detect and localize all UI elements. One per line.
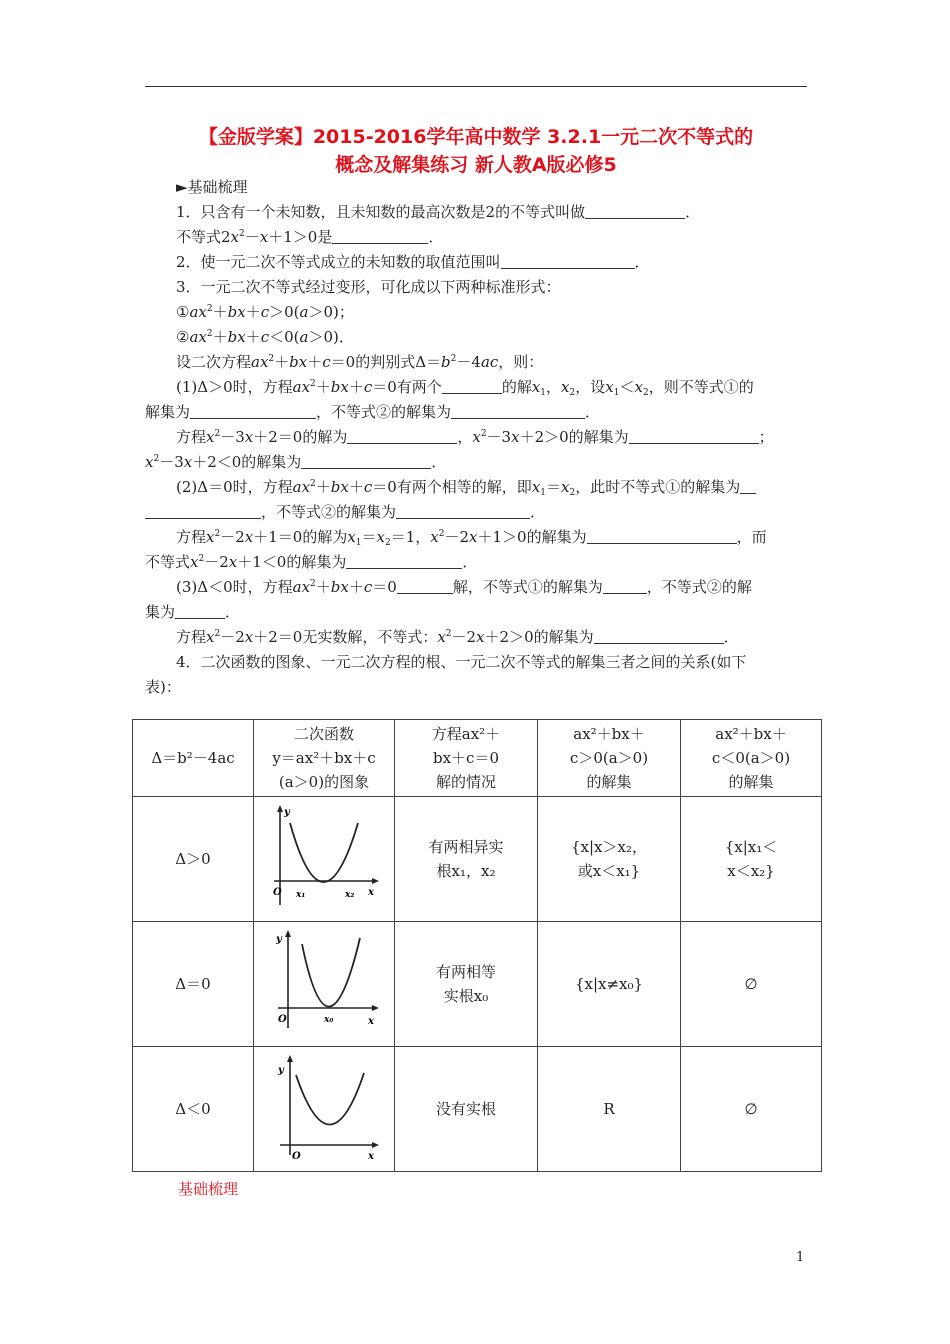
gt-positive-line1: {x|x＞x₂，	[571, 838, 647, 856]
table-row	[133, 922, 822, 1047]
header-gt-line2: c＞0(a＞0)	[569, 749, 649, 767]
header-graph-line3: (a＞0)的图象	[278, 773, 370, 791]
origin-label: O	[273, 887, 282, 898]
table-row	[133, 1047, 822, 1172]
doc-title-line1: 【金版学案】2015-2016学年高中数学 3.2.1一元二次不等式的	[198, 126, 754, 148]
item-2: 2．使一元二次不等式成立的未知数的取值范围叫 ．	[176, 253, 650, 271]
form-1: $①ax^2+bx+c>0(a>0)$；	[176, 303, 354, 321]
item-4: 4．二次函数的图象、一元二次方程的根、一元二次不等式的解集三者之间的关系(如下	[176, 653, 747, 671]
table-row	[133, 797, 822, 922]
case-2: (2)Δ＝0时，方程$ax^2+bx+c=0$有两个相等的解，即$x_1=x_2$，此时不等式①的解集为	[176, 476, 838, 498]
graph-cell-negative	[254, 1047, 395, 1172]
case-1b: 解集为 ，不等式②的解集为 ．	[145, 403, 601, 421]
lt-positive	[681, 797, 822, 922]
gt-zero	[538, 922, 681, 1047]
item-3: 3．一元二次不等式经过变形，可化成以下两种标准形式：	[176, 278, 561, 296]
answer-heading: 基础梳理	[178, 1180, 239, 1198]
case-1-example: 方程$x^2-3x+2=0$的解为 ，$x^2-3x+2>0$的解集为 ；	[176, 428, 774, 446]
gt-positive-line2: 或x＜x₁}	[577, 862, 641, 880]
header-gt-line3: 的解集	[586, 773, 632, 791]
header-graph	[254, 720, 395, 797]
case-1: (1)Δ＞0时，方程$ax^2+bx+c=0$有两个 的解$x_1$，$x_2$，设$x_1<x_2$，则不等式①的	[176, 378, 754, 398]
form-2: $②ax^2+bx+c<0(a>0)$．	[176, 328, 354, 346]
root-x1-label: x₁	[296, 890, 306, 900]
y-axis-label: y	[278, 1065, 284, 1076]
header-lt-line3: 的解集	[728, 773, 774, 791]
case-3: (3)Δ＜0时，方程$ax^2+bx+c=0$ 解，不等式①的解集为 ，不等式②的解	[176, 578, 752, 596]
doc-title-line2: 概念及解集练习 新人教A版必修5	[335, 154, 617, 176]
case-3-example: 方程$x^2-2x+2=0$无实数解，不等式：$x^2-2x+2>0$的解集为 ．	[176, 628, 739, 646]
y-axis-label: y	[276, 934, 282, 945]
header-roots-line3: 解的情况	[435, 773, 496, 791]
lt-zero-line1: ∅	[744, 975, 758, 993]
delta-negative: Δ＜0	[133, 1047, 254, 1172]
table-header-row	[133, 720, 822, 797]
origin-label: O	[278, 1014, 287, 1025]
header-lt-line2: c＜0(a＞0)	[711, 749, 791, 767]
roots-zero-line2: 实根x₀	[443, 987, 489, 1005]
root-x0-label: x₀	[324, 1015, 334, 1025]
header-roots-line1: 方程ax²＋	[431, 725, 501, 743]
parabola-two-roots-graph	[268, 803, 380, 915]
header-roots	[395, 720, 538, 797]
gt-positive	[538, 797, 681, 922]
header-roots-line2: bx＋c＝0	[432, 749, 499, 767]
relation-table	[132, 719, 822, 1172]
case-1-example-b: $x^2-3x+2<0$的解集为 ．	[145, 453, 447, 471]
header-gt	[538, 720, 681, 797]
lt-positive-line2: x＜x₂}	[727, 862, 775, 880]
header-delta: Δ＝b²－4ac	[133, 720, 254, 797]
case-2-example: 方程$x^2-2x+1=0$的解为$x_1=x_2=1$，$x^2-2x+1>0$的解集为 ，而	[176, 528, 767, 548]
gt-zero-line1: {x|x≠x₀}	[574, 975, 644, 993]
delta-positive: Δ＞0	[133, 797, 254, 922]
header-lt-line1: ax²＋bx＋	[715, 725, 787, 743]
header-gt-line1: ax²＋bx＋	[573, 725, 645, 743]
roots-zero	[395, 922, 538, 1047]
roots-negative-line1: 没有实根	[435, 1100, 496, 1118]
roots-zero-line1: 有两相等	[435, 963, 496, 981]
page-number: 1	[796, 1250, 805, 1265]
x-axis-label: x	[368, 1151, 374, 1162]
lt-zero	[681, 922, 822, 1047]
item-1: 1．只含有一个未知数，且未知数的最高次数是2的不等式叫做 ．	[176, 203, 701, 221]
graph-cell-positive	[254, 797, 395, 922]
root-x2-label: x₂	[345, 890, 355, 900]
case-3b: 集为 ．	[145, 603, 241, 621]
roots-positive-line1: 有两相异实	[428, 838, 504, 856]
case-2-example-b: 不等式$x^2-2x+1<0$的解集为 ．	[145, 553, 478, 571]
top-rule	[145, 86, 807, 87]
roots-positive-line2: 根x₁，x₂	[436, 862, 496, 880]
roots-negative	[395, 1047, 538, 1172]
delta-zero: Δ＝0	[133, 922, 254, 1047]
lt-negative	[681, 1047, 822, 1172]
section-heading: ►基础梳理	[176, 178, 248, 196]
item-4b: 表)：	[145, 678, 181, 696]
graph-cell-zero	[254, 922, 395, 1047]
roots-positive	[395, 797, 538, 922]
parabola-no-root-graph	[268, 1053, 380, 1165]
gt-negative	[538, 1047, 681, 1172]
x-axis-label: x	[368, 887, 374, 898]
item-1b: 不等式$2x^2-x+1>0$是 ．	[176, 228, 444, 246]
header-lt	[681, 720, 822, 797]
gt-negative-line1: R	[603, 1100, 615, 1118]
case-2b: ，不等式②的解集为 ．	[145, 501, 807, 523]
parabola-double-root-graph	[268, 928, 380, 1040]
header-graph-line1: 二次函数	[293, 725, 354, 743]
y-axis-label: y	[284, 807, 290, 818]
discriminant-line: 设二次方程$ax^2+bx+c=0$的判别式$\Delta=b^2-4ac$，则：	[176, 353, 544, 371]
x-axis-label: x	[368, 1016, 374, 1027]
lt-negative-line1: ∅	[744, 1100, 758, 1118]
origin-label: O	[292, 1151, 301, 1162]
lt-positive-line1: {x|x₁＜	[724, 838, 778, 856]
header-graph-line2: y＝ax²＋bx＋c	[272, 749, 376, 767]
